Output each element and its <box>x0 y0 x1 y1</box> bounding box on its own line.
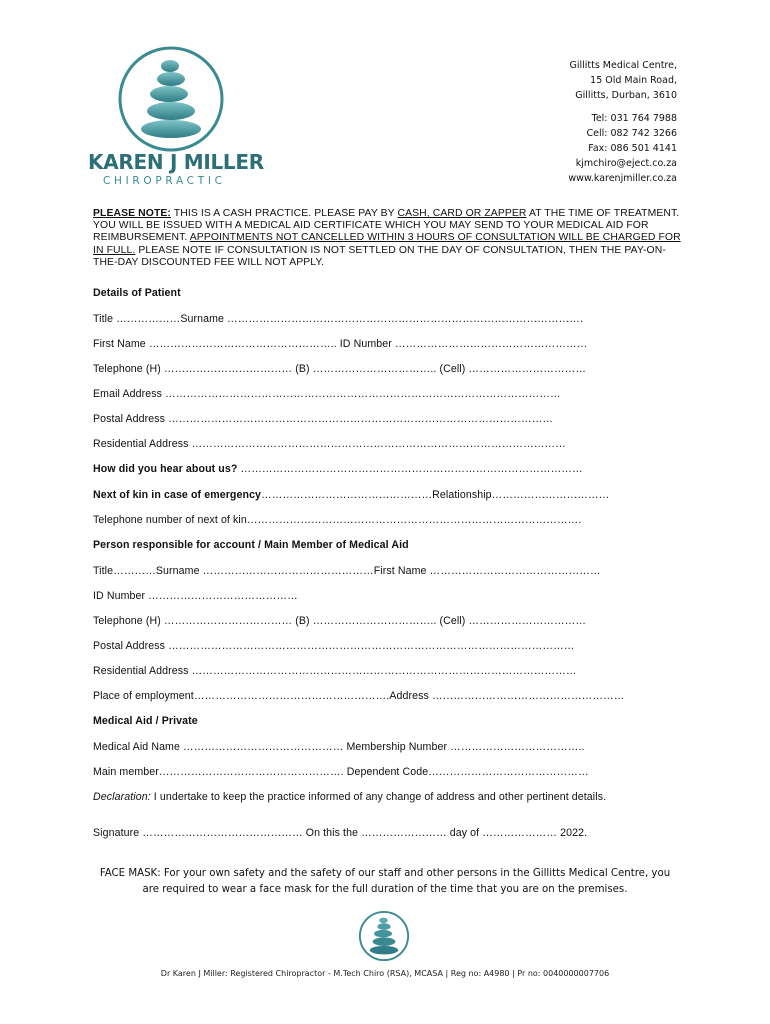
field-employment[interactable]: Place of employment……………………………………………….Address ……………………………………………… <box>93 690 625 702</box>
field-residential-address[interactable]: Residential Address …………………………………………………………………………………………… <box>93 438 566 450</box>
field-telephone[interactable]: Telephone (H) ……………………………… (B) …………………………….. (Cell) …………………………… <box>93 363 587 375</box>
field-account-residential[interactable]: Residential Address ……………………………………………………………………………………………… <box>93 665 577 677</box>
field-kin-telephone[interactable]: Telephone number of next of kin…………………………………………………………………………………. <box>93 514 582 526</box>
field-account-title-surname[interactable]: Title…………Surname …………………………………………First Name ………………………………………… <box>93 565 601 577</box>
face-mask-line: are required to wear a face mask for the full duration of the time that you are on the premises. <box>142 884 628 895</box>
section-heading-account: Person responsible for account / Main Member of Medical Aid <box>93 539 409 551</box>
brand-name: KAREN J MILLER <box>88 150 264 174</box>
face-mask-line: FACE MASK: For your own safety and the safety of our staff and other persons in the Gillitts Medical Centre, you <box>99 868 671 879</box>
field-email[interactable]: Email Address ………………………………………………………………………………………………… <box>93 388 561 400</box>
declaration-text: I undertake to keep the practice informed of any change of address and other pertinent details. <box>150 791 607 803</box>
footer-credentials: Dr Karen J Miller: Registered Chiropractor - M.Tech Chiro (RSA), MCASA | Reg no: A4980 | Pr no: 0040000007706 <box>160 969 610 978</box>
practice-address <box>568 58 677 186</box>
cell-number: Cell: 082 742 3266 <box>586 128 677 139</box>
referral-dots: …………………………………………………………………………………… <box>237 463 583 475</box>
section-heading-patient: Details of Patient <box>93 287 181 299</box>
field-account-telephone[interactable]: Telephone (H) ……………………………… (B) …………………………….. (Cell) …………………………… <box>93 615 587 627</box>
declaration-label: Declaration: <box>93 791 151 803</box>
footer-logo <box>358 910 410 962</box>
address-line: 15 Old Main Road, <box>590 75 677 86</box>
notice-text: THIS IS A CASH PRACTICE. PLEASE PAY BY <box>170 208 398 219</box>
notice-text: AT THE TIME OF TREATMENT. YOU WILL BE ISSUED WITH A MEDICAL AID CERTIFICATE WHICH YOU MAY SEND TO YOUR MEDICAL AID FOR REIMBURSEMENT. <box>93 208 680 244</box>
kin-label: Next of kin in case of emergency <box>93 489 262 501</box>
fax-number: Fax: 086 501 4141 <box>588 143 677 154</box>
kin-dots: …………………………………………Relationship…………………………… <box>261 489 610 501</box>
field-title-surname[interactable]: Title ………………Surname ………………………………………………………………………………………. <box>93 313 583 325</box>
address-line: Gillitts, Durban, 3610 <box>575 90 677 101</box>
referral-label: How did you hear about us? <box>93 463 238 475</box>
face-mask-notice <box>93 866 677 898</box>
field-account-postal[interactable]: Postal Address …………………………………………………………………………………………………… <box>93 640 575 652</box>
notice-cancellation: APPOINTMENTS NOT CANCELLED WITHIN 3 HOURS OF CONSULTATION WILL BE CHARGED FOR IN FULL. <box>93 232 681 256</box>
field-medical-aid[interactable]: Medical Aid Name ……………………………………… Membership Number ……………………………….. <box>93 741 585 753</box>
email-address: kjmchiro@eject.co.za <box>575 158 677 169</box>
tel-number: Tel: 031 764 7988 <box>591 113 677 124</box>
field-signature[interactable]: Signature ……………………………………… On this the …………………… day of ………………… 2022. <box>93 827 588 839</box>
address-line: Gillitts Medical Centre, <box>569 60 677 71</box>
field-postal-address[interactable]: Postal Address ……………………………………………………………………………………………… <box>93 413 554 425</box>
field-main-member[interactable]: Main member……………………………………………. Dependent Code……………………………………… <box>93 766 589 778</box>
logo-stones <box>88 44 253 154</box>
field-next-of-kin[interactable] <box>93 489 609 501</box>
field-firstname-id[interactable]: First Name …………………………………………….. ID Number ……………………………………………… <box>93 338 588 350</box>
declaration <box>93 791 606 803</box>
field-referral-source[interactable] <box>93 463 583 475</box>
section-heading-medical-aid: Medical Aid / Private <box>93 715 198 727</box>
field-account-id[interactable]: ID Number …………………………………… <box>93 590 298 602</box>
brand-subtitle: CHIROPRACTIC <box>103 175 226 187</box>
notice-label: PLEASE NOTE: <box>93 208 171 219</box>
notice-text: PLEASE NOTE IF CONSULTATION IS NOT SETTLED ON THE DAY OF CONSULTATION, THEN THE PAY-ON-THE-DAY DISCOUNTED FEE WILL NOT APPLY. <box>93 244 666 268</box>
notice-payment-methods: CASH, CARD OR ZAPPER <box>397 208 527 219</box>
payment-notice <box>93 208 683 269</box>
website: www.karenjmiller.co.za <box>568 173 677 184</box>
